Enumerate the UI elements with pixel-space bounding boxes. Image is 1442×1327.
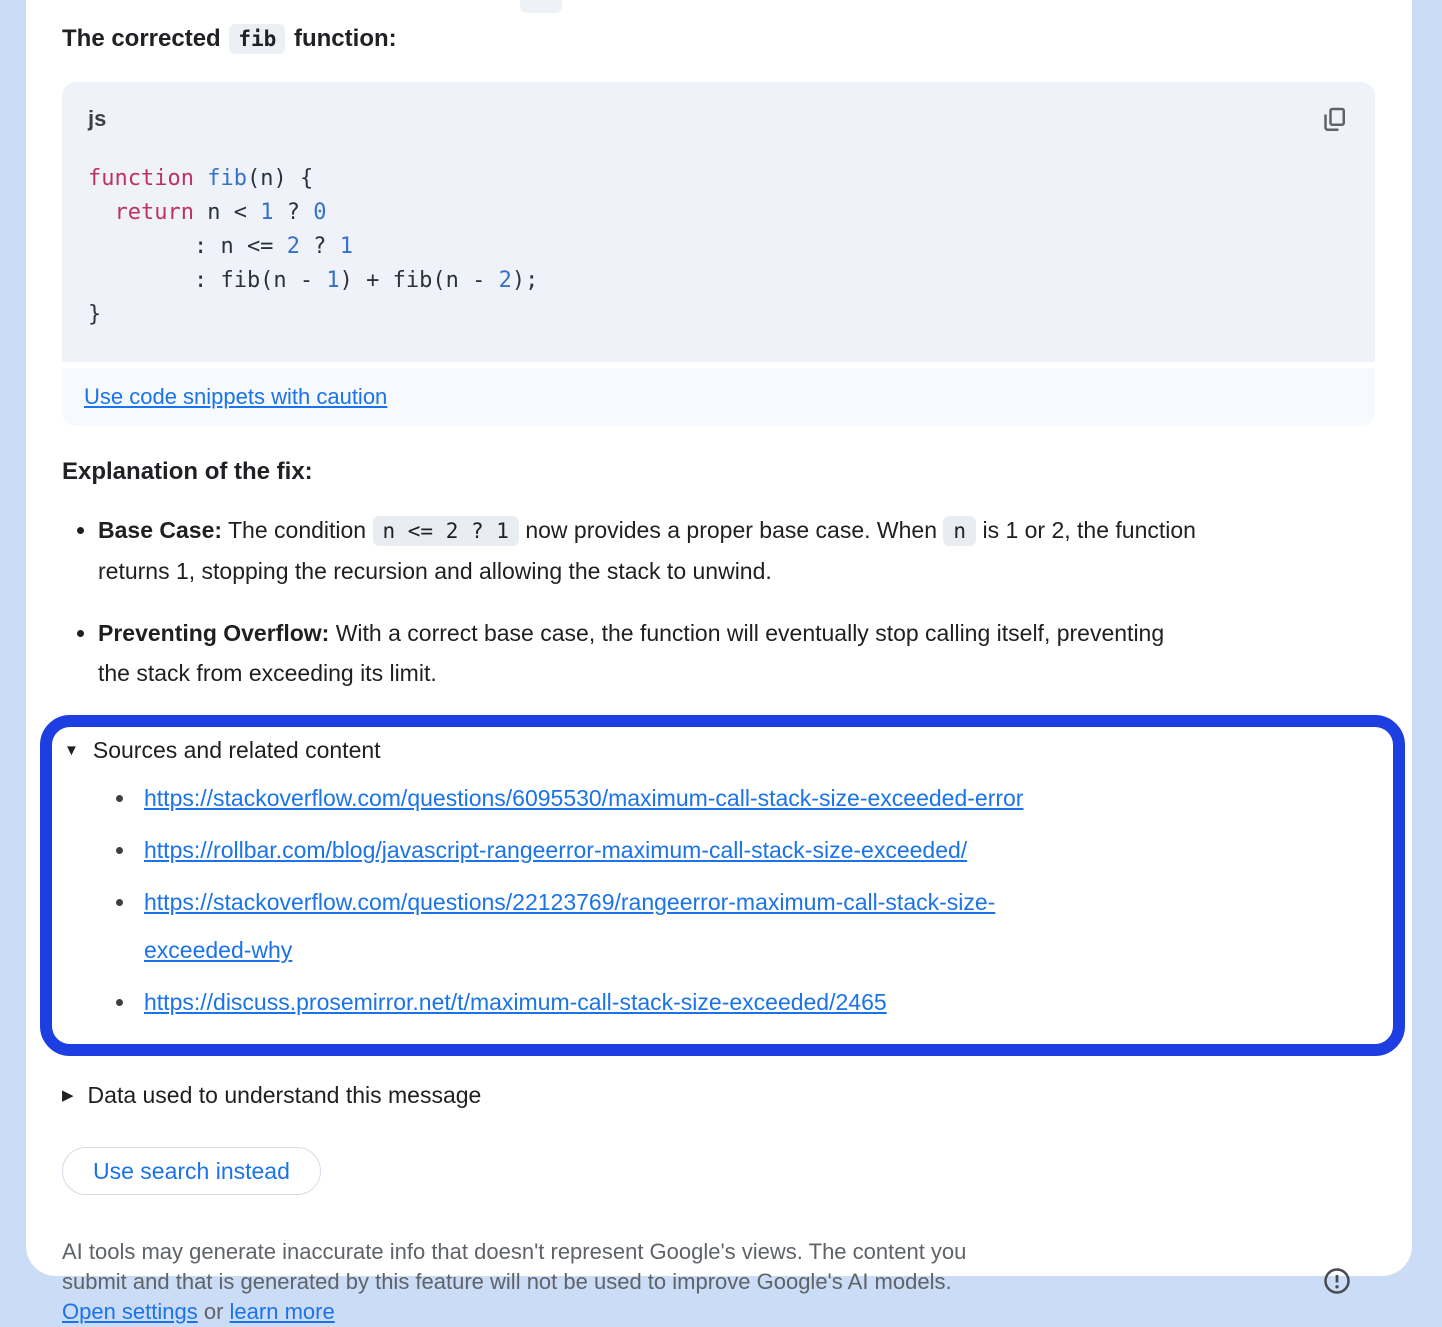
sources-list (64, 776, 1044, 1028)
source-link[interactable]: https://stackoverflow.com/questions/22123769/rangeerror-maximum-call-stack-size-exceeded-why (144, 889, 996, 963)
code-caution-link[interactable]: Use code snippets with caution (84, 384, 388, 409)
disclaimer-line: AI tools may generate inaccurate info that doesn't represent Google's views. The content you (62, 1239, 967, 1264)
code-token: } (88, 302, 102, 327)
code-token: 1 (260, 200, 274, 225)
code-content (88, 162, 1349, 332)
code-block (62, 82, 1375, 362)
info-button[interactable] (1321, 1266, 1353, 1298)
source-link[interactable]: https://rollbar.com/blog/javascript-rangeerror-maximum-call-stack-size-exceeded/ (144, 837, 968, 863)
bullet-text: now provides a proper base case. When (518, 517, 944, 543)
response-content (26, 0, 1412, 1327)
code-token: ) + fib(n - (339, 268, 499, 293)
code-line (88, 264, 1349, 298)
source-link[interactable]: https://discuss.prosemirror.net/t/maximum-call-stack-size-exceeded/2465 (144, 989, 887, 1015)
code-token (194, 166, 207, 191)
code-token: : n <= (88, 234, 287, 259)
code-token (88, 200, 115, 225)
code-token: 1 (339, 234, 353, 259)
sources-toggle[interactable] (64, 737, 1373, 764)
code-line (88, 162, 1349, 196)
learn-more-link[interactable]: learn more (229, 1299, 335, 1324)
code-token: (n) { (246, 166, 314, 191)
explanation-heading: Explanation of the fix: (62, 458, 313, 485)
intro-before: The corrected (62, 25, 228, 52)
code-caution-bar (62, 368, 1375, 426)
code-token: 1 (326, 268, 340, 293)
code-token: n < (193, 200, 261, 225)
disclaimer-conjunction: or (197, 1299, 230, 1324)
disclaimer-links-line (62, 1299, 335, 1324)
code-token: 2 (498, 268, 512, 293)
code-token: function (88, 166, 194, 191)
copy-icon (1319, 123, 1349, 138)
explanation-list (62, 510, 1375, 693)
intro-text (62, 22, 1375, 56)
copy-button[interactable] (1317, 104, 1351, 138)
inline-code: n (943, 516, 976, 546)
list-item (64, 776, 1044, 824)
code-line (88, 196, 1349, 230)
code-line (88, 230, 1349, 264)
ai-response-panel (26, 0, 1412, 1324)
code-token: return (114, 200, 194, 225)
inline-code-fib: fib (229, 24, 285, 54)
code-line (88, 298, 1349, 332)
code-token: fib (207, 166, 247, 191)
list-item (64, 828, 1044, 876)
sources-title: Sources and related content (92, 737, 381, 763)
intro-after: function: (287, 25, 397, 52)
bullet-bold-label: Preventing Overflow: (98, 620, 330, 646)
code-token: 2 (286, 234, 300, 259)
use-search-instead-button[interactable]: Use search instead (62, 1147, 321, 1195)
code-token: ? (299, 234, 340, 259)
info-icon (1322, 1284, 1352, 1299)
inline-code: n <= 2 ? 1 (373, 516, 519, 546)
code-token: ? (273, 200, 314, 225)
code-token: ); (511, 268, 539, 293)
sources-highlight-box (40, 715, 1405, 1056)
code-token: 0 (313, 200, 327, 225)
bullet-bold-label: Base Case: (98, 517, 223, 543)
triangle-right-icon: ▶ (62, 1087, 74, 1104)
code-language-label: js (88, 106, 107, 131)
open-settings-link[interactable]: Open settings (62, 1299, 198, 1324)
code-token: : fib(n - (88, 268, 327, 293)
bullet-text: is 1 or 2, the function returns 1, stopping the recursion and allowing the stack to unwind. (98, 517, 1196, 584)
list-item (98, 510, 1198, 591)
bullet-text: The condition (222, 517, 373, 543)
disclaimer (62, 1237, 1375, 1327)
data-used-toggle[interactable] (62, 1082, 1375, 1109)
list-item (98, 613, 1198, 693)
list-item (64, 880, 1044, 976)
disclaimer-line: submit and that is generated by this feature will not be used to improve Google's AI models. (62, 1269, 952, 1294)
data-used-label: Data used to understand this message (87, 1082, 482, 1108)
bullet-text: With a correct base case, the function will eventually stop calling itself, preventing the stack from exceeding its limit. (98, 620, 1165, 686)
source-link[interactable]: https://stackoverflow.com/questions/6095530/maximum-call-stack-size-exceeded-error (144, 785, 1024, 811)
list-item (64, 980, 1044, 1028)
triangle-down-icon: ▼ (64, 742, 79, 759)
